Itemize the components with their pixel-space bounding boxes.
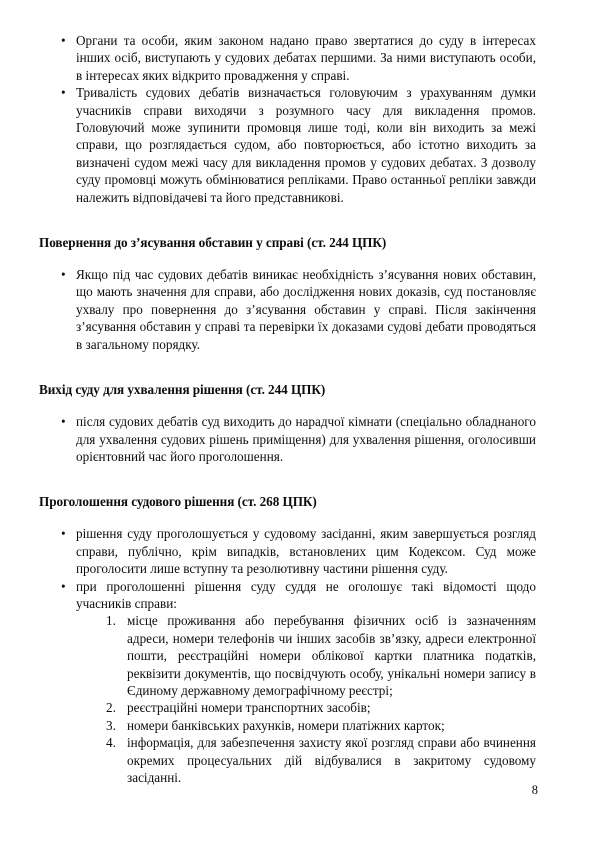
- spacer: [39, 465, 536, 494]
- spacer: [39, 251, 536, 266]
- intro-bullet-list: [39, 32, 536, 206]
- list-item-text: Якщо під час судових дебатів виникає необхідність з’ясування нових обставин, що мають значення для справи, або дослідження нових доказів, суд постановляє ухвалу про повернення до з’ясування обставин у справі. Після закінчення з’ясування обставин у справі та перевірки їх доказами судові дебати проводяться в загальному порядку.: [76, 267, 536, 352]
- section-3-numbered-list: [39, 612, 536, 786]
- bullet-icon: •: [61, 414, 66, 430]
- bullet-icon: •: [61, 267, 66, 283]
- list-item-text: рішення суду проголошується у судовому засіданні, яким завершується розгляд справи, публічно, крім випадків, встановлених цим Кодексом. Суд може проголосити лише вступну та резолютивну частини рішення суду.: [76, 526, 536, 577]
- bullet-icon: •: [61, 33, 66, 48]
- spacer: [39, 510, 536, 525]
- list-item: [39, 32, 536, 84]
- list-marker: 2.: [106, 700, 116, 716]
- list-item: [39, 266, 536, 353]
- bullet-icon: •: [61, 526, 66, 542]
- list-item: [39, 699, 536, 716]
- list-item-text: після судових дебатів суд виходить до нарадчої кімнати (спеціально обладнаного для ухвалення судових рішень приміщення) для ухвалення рішення, оголосивши орієнтовний час його проголошення.: [76, 414, 536, 464]
- bullet-icon: •: [61, 578, 66, 594]
- list-item-text: Тривалість судових дебатів визначається головуючим з урахуванням думки учасників справи виходячи з розумного часу для викладення промов. Головуючий може зупинити промовця лише тоді, коли він виходить за межі справи, що розглядається судом, або повторюється, або істотно виходить за визначені судом межі часу для викладення промов у судових дебатах. З дозволу суду промовці можуть обмінюватися репліками. Право останньої репліки завжди належить відповідачеві та його представникові.: [76, 85, 536, 205]
- list-item-text: інформація, для забезпечення захисту якої розгляд справи або вчинення окремих процесуальних дій відбувалися в закритому судовому засіданні.: [127, 735, 536, 785]
- list-item: [39, 413, 536, 465]
- list-item: [39, 578, 536, 613]
- list-item-text: номери банківських рахунків, номери платіжних карток;: [127, 717, 445, 733]
- spacer: [39, 206, 536, 235]
- list-item-text: Органи та особи, яким законом надано право звертатися до суду в інтересах інших осіб, виступають у судових дебатах першими. За ними виступають особи, в інтересах яких відкрито провадження у справі.: [76, 33, 536, 83]
- list-marker: 4.: [106, 735, 116, 751]
- list-item: [39, 717, 536, 734]
- list-item: [39, 734, 536, 786]
- page-content: [39, 32, 536, 786]
- section-heading-2: Вихід суду для ухвалення рішення (ст. 244 ЦПК): [39, 382, 326, 398]
- bullet-icon: •: [61, 85, 66, 101]
- list-item-text: місце проживання або перебування фізичних осіб із зазначенням адреси, номери телефонів чи інших засобів зв’язку, адреси електронної пошти, реєстраційні номери облікової картки платника податків, реквізити документів, що посвідчують особу, унікальні номери запису в Єдиному державному демографічному реєстрі;: [127, 613, 536, 698]
- list-item-text: реєстраційні номери транспортних засобів;: [127, 700, 371, 716]
- list-marker: 1.: [106, 613, 116, 629]
- section-2-bullet-list: [39, 413, 536, 465]
- spacer: [39, 353, 536, 382]
- spacer: [39, 398, 536, 413]
- page-number: 8: [531, 783, 538, 797]
- list-item: [39, 525, 536, 577]
- list-item: [39, 612, 536, 699]
- list-marker: 3.: [106, 717, 116, 733]
- section-heading-1: Повернення до з’ясування обставин у справі (ст. 244 ЦПК): [39, 235, 387, 251]
- list-item-text: при проголошенні рішення суду суддя не оголошує такі відомості щодо учасників справи:: [76, 578, 536, 611]
- section-1-bullet-list: [39, 266, 536, 353]
- section-3-bullet-list: [39, 525, 536, 612]
- section-heading-3: Проголошення судового рішення (ст. 268 ЦПК): [39, 494, 317, 510]
- list-item: [39, 84, 536, 206]
